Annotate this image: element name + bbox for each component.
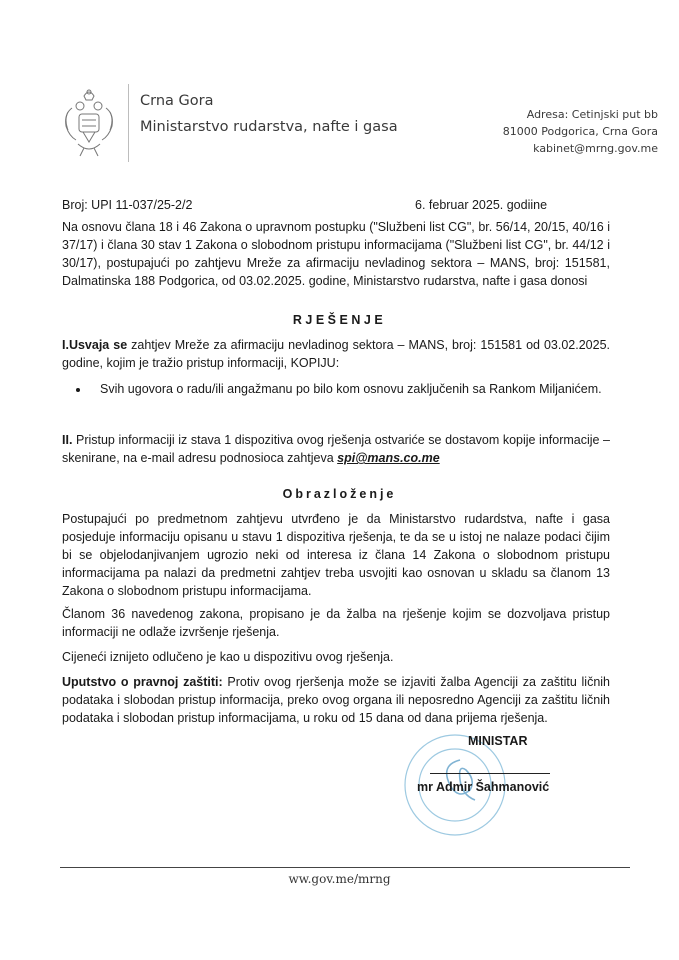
footer-divider — [60, 867, 630, 868]
section-1-text: zahtjev Mreže za afirmaciju nevladinog sektora – MANS, broj: 151581 od 03.02.2025. godine, kojim je tražio pristup informaciji, KOPIJU: — [62, 338, 610, 370]
applicant-email-link[interactable]: spi@mans.co.me — [337, 451, 440, 465]
reasoning-title: Obrazloženje — [282, 487, 397, 501]
coat-of-arms-icon — [60, 86, 118, 158]
signature-block — [400, 730, 640, 840]
header-divider — [128, 84, 129, 162]
legal-remedy-lead: Uputstvo o pravnoj zaštiti: — [62, 675, 223, 689]
section-2-lead: II. — [62, 433, 73, 447]
reasoning-paragraph-1: Postupajući po predmetnom zahtjevu utvrđeno je da Ministarstvo rudardstva, nafte i gasa posjeduje informaciju opisanu u stavu 1 dispozitiva rješenja, te da se u istoj ne nalaze podaci čijim bi se objelodanjivanjem ugrozio neki od interesa iz člana 14 Zakona o slobodnom pristupu informacijama pa nalazi da predmetni zahtjev treba usvojiti kao osnovan u skladu sa članom 13 Zakona o slobodnom pristupu informacijama. — [62, 512, 610, 598]
requested-items-list — [62, 380, 610, 398]
document-date: 6. februar 2025. godiine — [415, 198, 548, 212]
reasoning-paragraph-3: Cijeneći iznijeto odlučeno je kao u dispozitivu ovog rješenja. — [62, 650, 394, 664]
signature-line — [430, 773, 550, 774]
contact-email[interactable]: kabinet@mrng.gov.me — [533, 142, 658, 155]
address-line-1: Adresa: Cetinjski put bb — [526, 108, 658, 121]
legal-remedy-text: Protiv ovog rjeršenja može se izjaviti žalba Agenciji za zaštitu ličnih podataka i slobodan pristup informacija, preko ovog organa ili neposredno Agenciji za zaštitu ličnih podataka i slobodan pristup informacijama, u roku od 15 dana od dana prijema rješenja. — [62, 675, 611, 725]
footer-website[interactable]: ww.gov.me/mrng — [288, 872, 391, 886]
ministry-name: Ministarstvo rudarstva, nafte i gasa — [140, 119, 398, 135]
letterhead — [58, 84, 658, 164]
decision-title: RJEŠENJE — [292, 313, 387, 327]
section-2-text: Pristup informaciji iz stava 1 dispozitiva ovog rješenja ostvariće se dostavom kopije informacije – skenirane, na e-mail adresu podnosioca zahtjeva — [62, 433, 610, 465]
signatory-title: MINISTAR — [468, 734, 528, 748]
section-1 — [62, 336, 610, 398]
intro-paragraph: Na osnovu člana 18 i 46 Zakona o upravnom postupku ("Službeni list CG", br. 56/14, 20/15, 40/16 i 37/17) i člana 30 stav 1 Zakona o slobodnom pristupu informacijama ("Službeni list CG", br. 44/12 i 30/17), postupajući po zahtjevu Mreže za afirmaciju nevladinog sektora – MANS, broj: 151581, Dalmatinska 188 Podgorica, od 03.02.2025. godine, Ministarstvo rudarstva, nafte i gasa donosi — [62, 220, 610, 288]
document-number: Broj: UPI 11-037/25-2/2 — [62, 198, 193, 212]
address-line-2: 81000 Podgorica, Crna Gora — [502, 125, 658, 138]
section-1-lead: I.Usvaja se — [62, 338, 128, 352]
country-name: Crna Gora — [140, 93, 214, 109]
organization-block — [140, 88, 398, 140]
signatory-name: mr Admir Šahmanović — [417, 780, 550, 794]
legal-remedy — [62, 673, 610, 727]
reasoning-paragraph-2: Članom 36 navedenog zakona, propisano je da žalba na rješenje kojim se dozvoljava pristup informaciji ne odlaže izvršenje rješenja. — [62, 607, 610, 639]
section-2 — [62, 431, 610, 467]
address-block — [503, 106, 658, 157]
list-item: • Svih ugovora o radu/ili angažmanu po bilo kom osnovu zaključenih sa Rankom Miljanićem. — [90, 380, 610, 398]
